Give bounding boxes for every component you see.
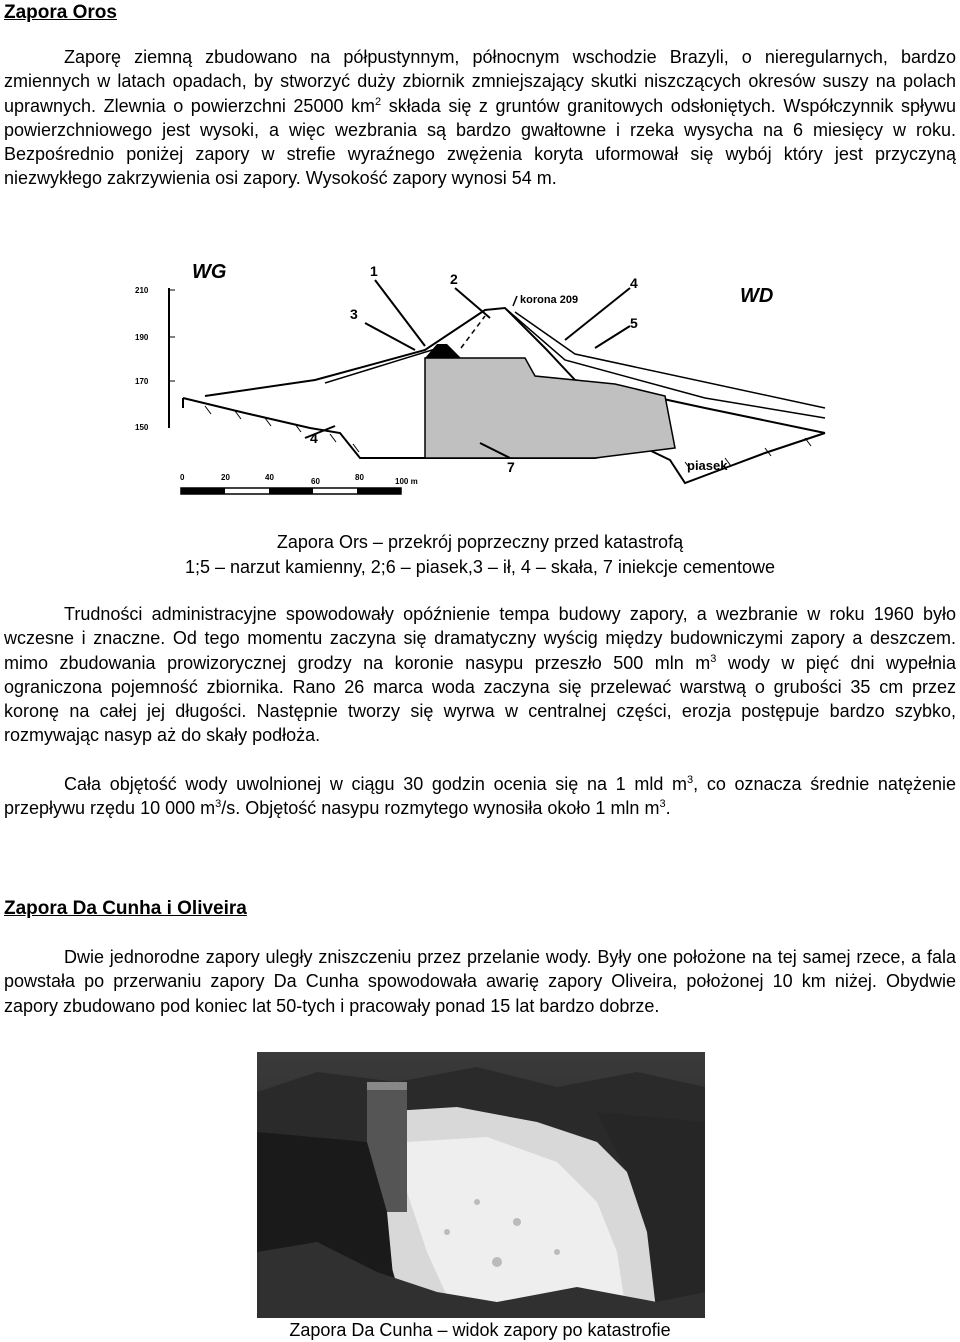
elevation-label: 170 xyxy=(135,377,149,386)
diagram-number: 2 xyxy=(450,271,458,287)
scale-label: 60 xyxy=(311,477,320,486)
figure-caption-title: Zapora Ors – przekrój poprzeczny przed katastrofą xyxy=(276,532,684,552)
scale-label: 80 xyxy=(355,473,364,482)
superscript: 2 xyxy=(375,95,382,108)
section-title-oros: Zapora Oros xyxy=(4,2,117,23)
diagram-number: 3 xyxy=(350,306,358,322)
superscript: 3 xyxy=(710,652,717,665)
scale-label: 0 xyxy=(180,473,185,482)
paragraph-oros-volume xyxy=(4,772,956,821)
scale-label: 20 xyxy=(221,473,230,482)
elevation-label: 190 xyxy=(135,333,149,342)
sand-label: piasek xyxy=(687,458,728,473)
figure-caption-legend: 1;5 – narzut kamienny, 2;6 – piasek,3 – ił, 4 – skała, 7 iniekcje cementowe xyxy=(185,557,775,577)
paragraph-oros-intro xyxy=(4,45,956,191)
diagram-number: 4 xyxy=(310,430,318,446)
paragraph-oros-events xyxy=(4,602,956,748)
crest-label: korona 209 xyxy=(520,294,579,306)
scale-label: 40 xyxy=(265,473,274,482)
elevation-label: 210 xyxy=(135,286,149,295)
diagram-number: 4 xyxy=(630,275,638,291)
dam-cross-section-diagram xyxy=(125,248,845,518)
elevation-label: 150 xyxy=(135,423,149,432)
label-wg: WG xyxy=(192,261,227,283)
photo-caption: Zapora Da Cunha – widok zapory po katastrofie xyxy=(289,1320,671,1340)
text-run: . xyxy=(665,798,671,819)
text-run: składa się z gruntów granitowych odsłoniętych. Współczynnik spływu powierzchniowego jest wysoki, a więc wezbrania są bardzo gwałtowne i rzeka wysycha na 6 miesięcy w roku. Bezpośrednio poniżej zapory w strefie wyraźnego zwężenia koryta uformował się wybój który jest przyczyną niezwykłego zakrzywienia osi zapory. Wysokość zapory wynosi 54 m. xyxy=(4,95,956,189)
section-title-da-cunha: Zapora Da Cunha i Oliveira xyxy=(4,898,247,919)
text-run: Cała objętość wody uwolnionej w ciągu 30 godzin ocenia się na 1 mld m xyxy=(64,774,688,794)
diagram-number: 7 xyxy=(507,459,515,475)
paragraph-da-cunha xyxy=(4,945,956,1018)
text-run: Trudności administracyjne spowodowały opóźnienie tempa budowy zapory, a wezbranie w roku 1960 było wczesne i znaczne. Od tego momentu zaczyna się dramatyczny wyścig między budowniczymi zapory a deszczem. mimo zbudowania prowizorycznej grodzy na koronie nasypu przeszło 500 mln m xyxy=(4,604,956,673)
superscript: 3 xyxy=(687,774,694,786)
diagram-number: 1 xyxy=(370,263,378,279)
superscript: 3 xyxy=(215,798,222,811)
text-run: Dwie jednorodne zapory uległy zniszczeniu przez przelanie wody. Były one położone na tej samej rzece, a fala powstała po przerwaniu zapory Da Cunha spowodowała awarię zapory Oliveira, położonej 10 km niżej. Obydwie zapory zbudowano pod koniec lat 50-tych i pracowały ponad 15 lat bardzo dobrze. xyxy=(4,947,956,1016)
superscript: 3 xyxy=(659,798,666,811)
text-run: /s. Objętość nasypu rozmytego wynosiła około 1 mln m xyxy=(221,798,660,819)
scale-label: 100 m xyxy=(395,477,418,486)
dam-photo xyxy=(257,1052,705,1318)
diagram-number: 5 xyxy=(630,315,638,331)
label-wd: WD xyxy=(740,285,774,307)
text-run: Zaporę ziemną zbudowano na półpustynnym, północnym wschodzie Brazyli, o nieregularnych, bardzo zmiennych w latach opadach, by stworzyć duży zbiornik zmniejszający skutki niszczących okresów suszy na polach uprawnych. Zlewnia o powierzchni 25000 km xyxy=(4,47,956,116)
text-run: , co oznacza średnie natężenie przepływu rzędu 10 000 m xyxy=(4,774,956,819)
text-run: wody w pięć dni wypełnia ograniczona pojemność zbiornika. Rano 26 marca woda zaczyna się przelewać warstwą o grubości 35 cm przez koronę na całej jej długości. Następnie tworzy się wyrwa w centralnej części, erozja postępuje bardzo szybko, rozmywając nasyp aż do skały podłoża. xyxy=(4,652,956,746)
